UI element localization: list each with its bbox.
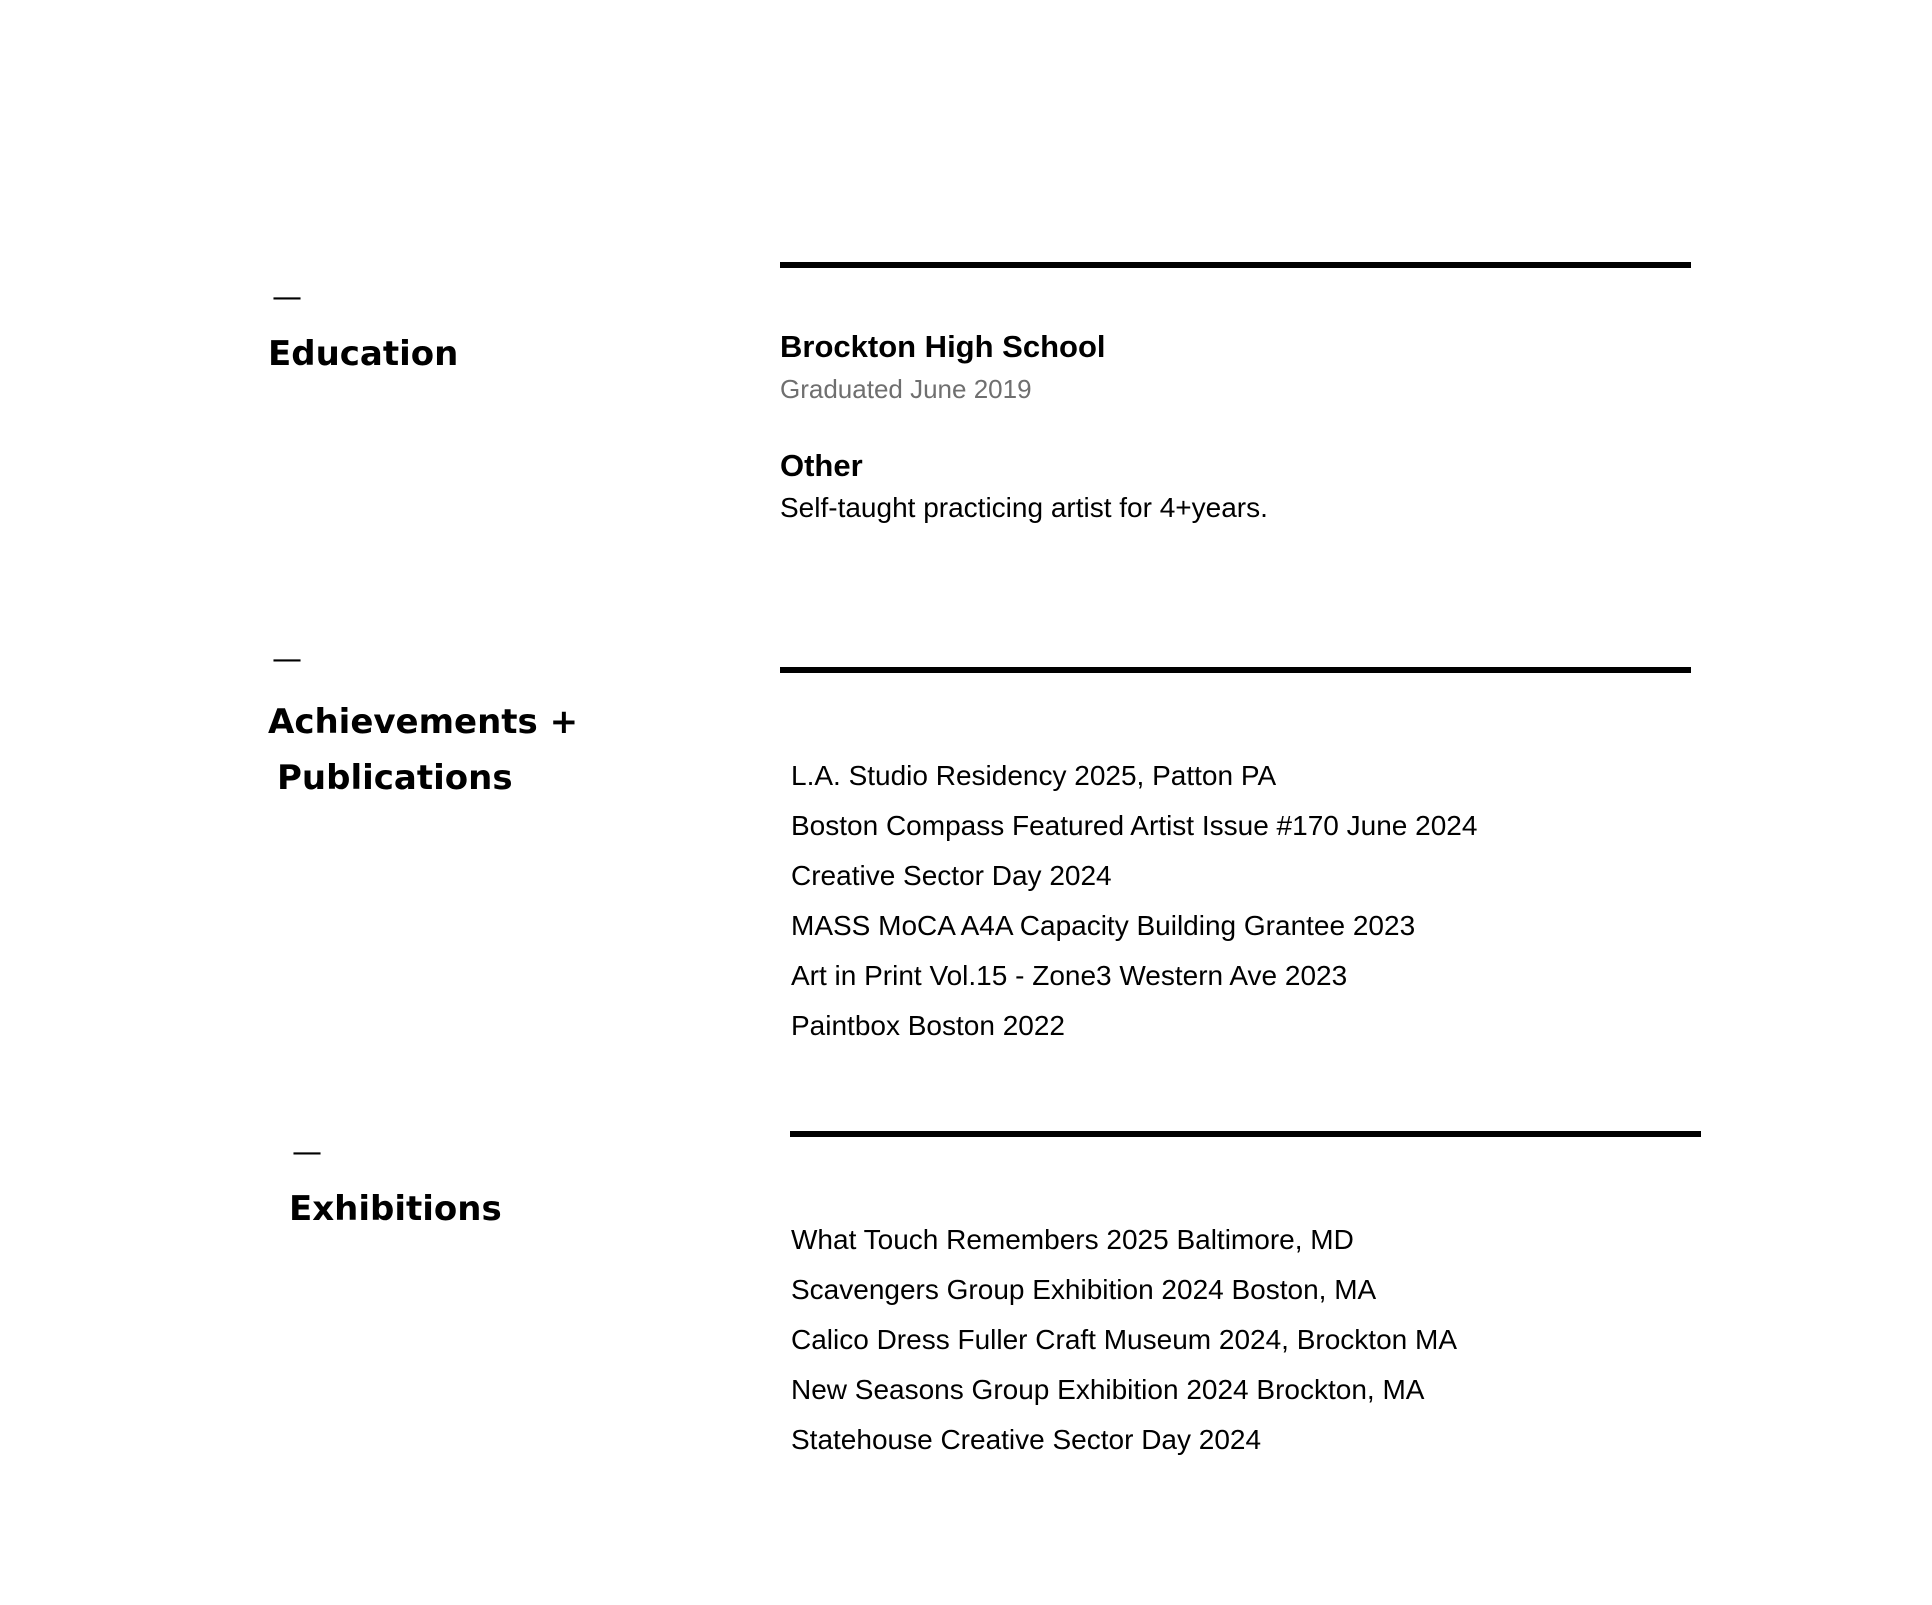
list-item: MASS MoCA A4A Capacity Building Grantee 2023	[791, 910, 1416, 941]
exhibitions-list	[791, 1215, 1457, 1465]
education-heading: Education	[268, 334, 459, 374]
achievements-divider	[780, 667, 1691, 673]
other-text: Self-taught practicing artist for 4+years.	[780, 492, 1268, 523]
achievements-list	[791, 751, 1477, 1051]
education-dash: —	[272, 280, 302, 315]
list-item: Art in Print Vol.15 - Zone3 Western Ave 2023	[791, 960, 1348, 991]
education-divider	[780, 262, 1691, 268]
exhibitions-heading: Exhibitions	[289, 1189, 502, 1229]
exhibitions-divider	[790, 1131, 1701, 1137]
achievements-heading-line2: Publications	[277, 758, 513, 798]
exhibitions-dash: —	[292, 1135, 322, 1170]
list-item: Boston Compass Featured Artist Issue #170 June 2024	[791, 810, 1478, 841]
graduation-date: Graduated June 2019	[780, 374, 1032, 404]
achievements-heading-line1: Achievements +	[268, 702, 579, 742]
list-item: L.A. Studio Residency 2025, Patton PA	[791, 760, 1277, 791]
list-item: Creative Sector Day 2024	[791, 860, 1112, 891]
school-name: Brockton High School	[780, 329, 1106, 364]
list-item: New Seasons Group Exhibition 2024 Brockton, MA	[791, 1374, 1425, 1405]
list-item: Paintbox Boston 2022	[791, 1010, 1065, 1041]
achievements-dash: —	[272, 642, 302, 677]
other-heading: Other	[780, 448, 863, 483]
list-item: What Touch Remembers 2025 Baltimore, MD	[791, 1224, 1354, 1255]
list-item: Calico Dress Fuller Craft Museum 2024, Brockton MA	[791, 1324, 1457, 1355]
list-item: Statehouse Creative Sector Day 2024	[791, 1424, 1262, 1455]
list-item: Scavengers Group Exhibition 2024 Boston, MA	[791, 1274, 1377, 1305]
